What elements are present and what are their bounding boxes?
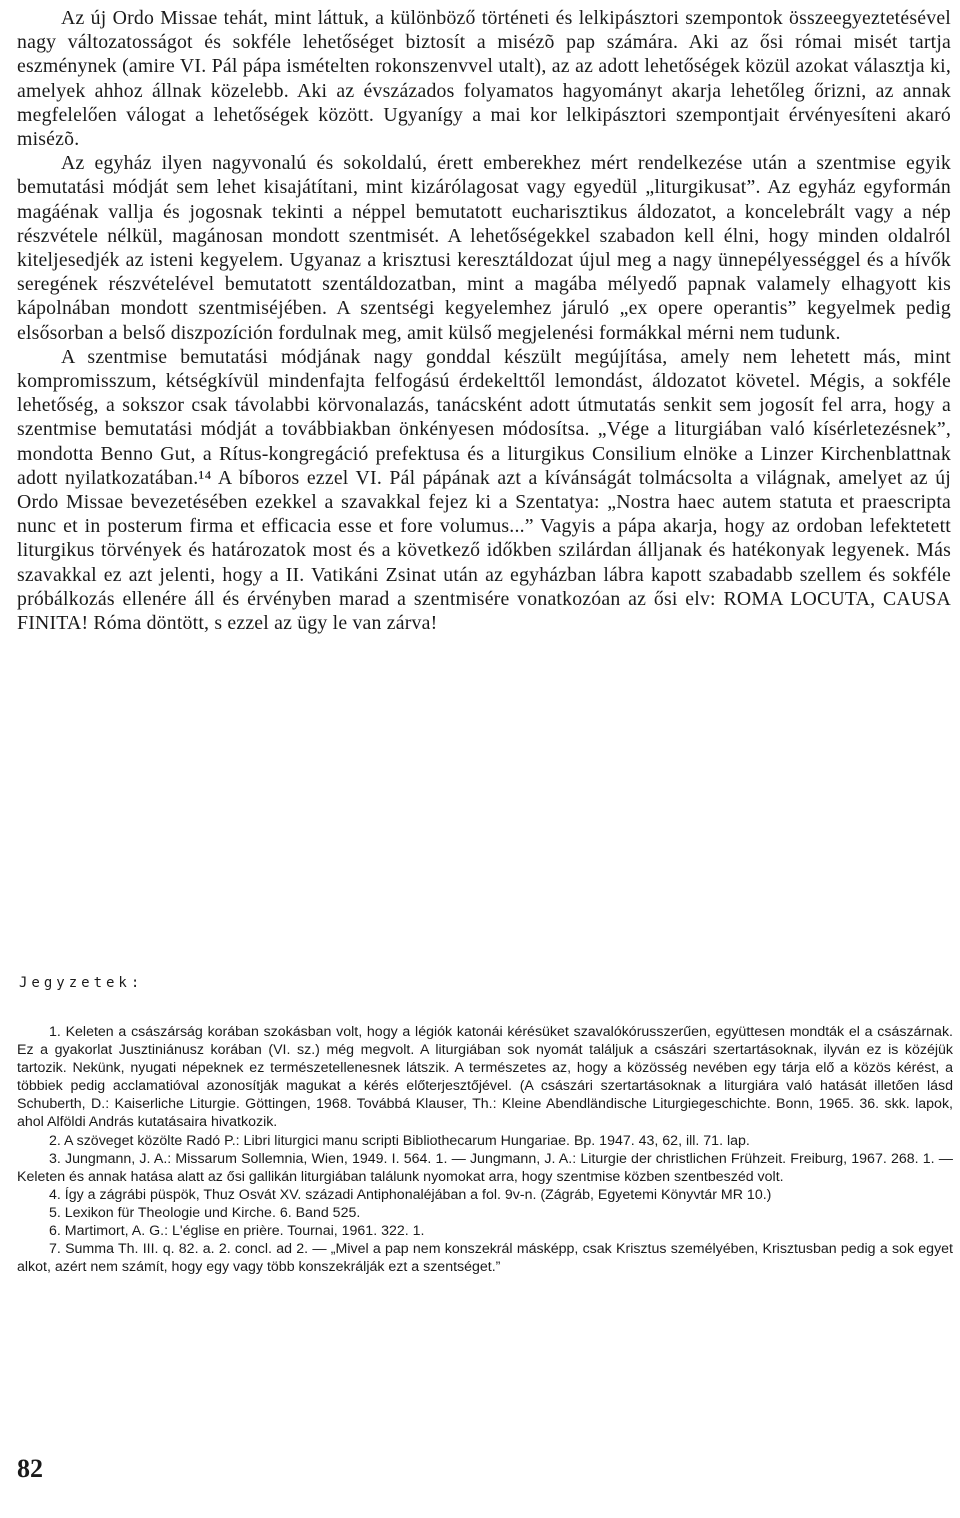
page-number: 82 (17, 1454, 43, 1483)
footnote: 2. A szöveget közölte Radó P.: Libri liturgici manu scripti Bibliothecarum Hungariae. Bp. 1947. 43, 62, ill. 71. lap. (49, 1132, 750, 1149)
book-page (17, 0, 951, 1518)
notes-heading: Jegyzetek: (19, 975, 144, 991)
footnote: 5. Lexikon für Theologie und Kirche. 6. Band 525. (49, 1204, 361, 1221)
footnote: 4. Így a zágrábi püspök, Thuz Osvát XV. századi Antiphonaléjában a fol. 9v-n. (Zágráb, Egyetemi Könyvtár MR 10.) (49, 1186, 772, 1203)
footnote: 7. Summa Th. III. q. 82. a. 2. concl. ad 2. — „Mivel a pap nem konszekrál másképp, csak Krisztus személyében, Krisztusban pedig a sok egyet alkot, azért nem számít, hogy egy vagy több konszekrálják ezt a szentséget.” (17, 1241, 953, 1276)
body-paragraph: Az egyház ilyen nagyvonalú és sokoldalú, érett emberekhez mért rendelkezése után a szentmise egyik bemutatási módját sem lehet kisajátítani, mint kizárólagosat vagy egyedül „liturgikusat”. Az egyház egyformán magáénak vallja és jogosnak tekinti a néppel bemutatott eucharisztikus áldozatot, a koncelebrált vagy a nép részvétele nélkül, magánosan mondott szentmisét. A lehetőségekkel szabadon kell élni, hogy minden oldalról kiteljesedjék az isteni kegyelem. Ugyanaz a krisztusi keresztáldozat újul meg a nagy ünnepélyességgel és a hívők seregének részvételével bemutatott szentáldozatban, mint a magába mélyedő papnak valamely elhagyott kis kápolnában mondott szentmiséjében. A szentségi kegyelemhez járuló „ex opere operantis” kegyelmek pedig elsősorban a belső diszpozíción fordulnak meg, amit külső megjelenési formákkal mérni nem tudunk. (17, 152, 951, 344)
footnote: 3. Jungmann, J. A.: Missarum Sollemnia, Wien, 1949. I. 564. 1. — Jungmann, J. A.: Liturgie der christlichen Frühzeit. Freiburg, 1967. 268. 1. — Keleten és annak hatása alatt az ősi gallikán liturgiában találunk nyomokat arra, hogy szentmise közben szentbeszéd volt. (17, 1150, 953, 1185)
footnote: 6. Martimort, A. G.: L'église en prière. Tournai, 1961. 322. 1. (49, 1223, 425, 1240)
body-paragraph: A szentmise bemutatási módjának nagy gonddal készült megújítása, amely nem lehetett más, mint kompromisszum, kétségkívül mindenfajta felfogású érdekelttől lemondást, áldozatot követel. Mégis, a sokféle lehetőség, a sokszor csak távolabbi körvonalazás, tanácsként adott útmutatás senkit sem jogosít fel arra, hogy a szentmise bemutatási módját a továbbiakban önkényesen módosítsa. „Vége a liturgiában való kísérletezésnek”, mondotta Benno Gut, a Rítus-kongregáció prefektusa és a liturgikus Consilium elnöke a Linzer Kirchenblattnak adott nyilatkozatában.¹⁴ A bíboros ezzel VI. Pál pápának azt a kívánságát tolmácsolta a világnak, amelyet az új Ordo Missae bevezetésében ezekkel a szavakkal fejez ki a Szentatya: „Nostra haec autem statuta et praescripta nunc et in posterum firma et efficacia esse et fore volumus...” Vagyis a pápa akarja, hogy az ordoban lefektetett liturgikus törvények és határozatok most és a következő időkben szilárdan álljanak és hatékonyak legyenek. Más szavakkal ez azt jelenti, hogy a II. Vatikáni Zsinat után az egyházban lábra kapott szabadabb szellem és sokféle próbálkozás ellenére áll és érvényben marad a szentmisére vonatkozóan az ősi elv: ROMA LOCUTA, CAUSA FINITA! Róma döntött, s ezzel az ügy le van zárva! (17, 345, 951, 635)
footnotes (17, 1023, 953, 1276)
main-text (17, 6, 951, 635)
footnote: 1. Keleten a császárság korában szokásban volt, hogy a légiók katonái kérésüket szavalókórusszerűen, együttesen mondták el a császárnak. Ez a gyakorlat Jusztiniánusz korában (VI. sz.) még megvolt. A liturgiában sok nyomát találjuk a császári szertartásoknak, ilyván ez is közéjük tartozik. Nekünk, nyugati népeknek ez természetellenesnek látszik. A természetes az, hogy a közösség nevében egy tárja elő a közös kérést, a többiek pedig acclamatióval azonosítják magukat a kérés előterjesztőjével. (A császári szertartásoknak a liturgiára való hatását illetően lásd Schuberth, D.: Kaiserliche Liturgie. Göttingen, 1968. Továbbá Klauser, Th.: Kleine Abendländische Liturgiegeschichte. Bonn, 1965. 36. skk. lapok, ahol Alföldi András kutatásaira hivatkozik. (17, 1024, 953, 1131)
body-paragraph: Az új Ordo Missae tehát, mint láttuk, a különböző történeti és lelkipásztori szempontok összeegyeztetésével nagy változatosságot és sokféle lehetőséget biztosít a misézõ pap számára. Aki az ősi római misét tartja eszménynek (amire VI. Pál pápa ismételten rokonszenvvel utalt), az az adott lehetőségek közül azokat választja ki, amelyek ahhoz állnak közelebb. Aki az évszázados folyamatos hagyományt akarja lehetőleg őrizni, az annak megfelelően válogat a lehetőségek között. Ugyanígy a mai kor lelkipásztori szempontjait érvényesíteni akaró misézõ. (17, 7, 951, 151)
